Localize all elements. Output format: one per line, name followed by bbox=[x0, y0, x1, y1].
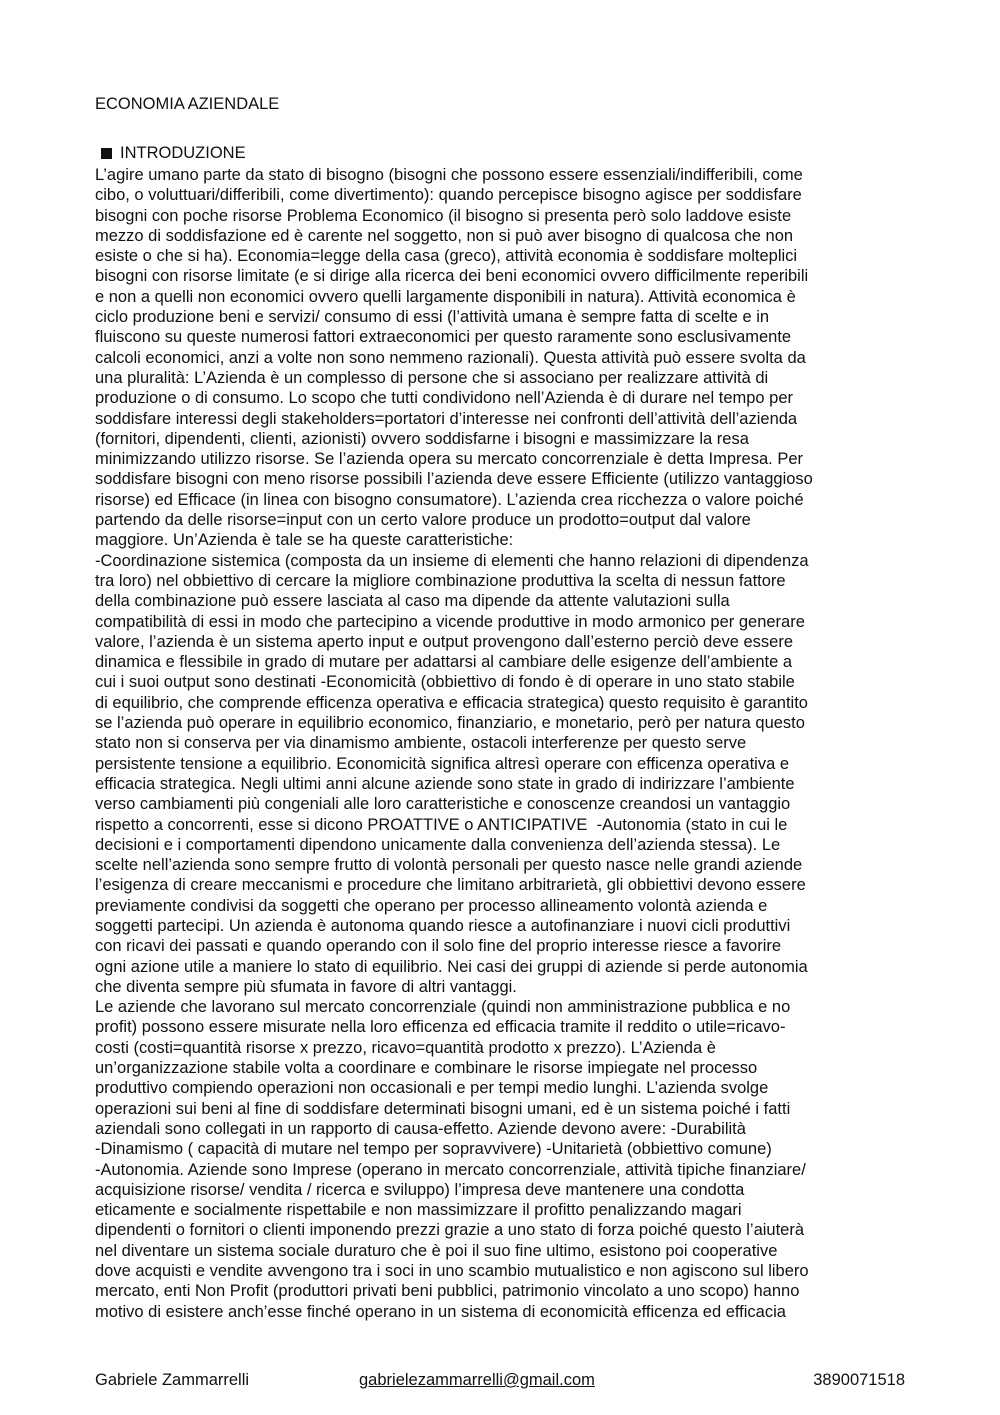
footer-email-link[interactable]: gabrielezammarrelli@gmail.com bbox=[359, 1371, 595, 1389]
body-line: che diventa sempre più sfumata in favore di altri vantaggi. bbox=[95, 977, 517, 996]
body-line: costi (costi=quantità risorse x prezzo, ricavo=quantità prodotto x prezzo). L’Azienda è bbox=[95, 1038, 716, 1057]
body-line: efficacia strategica. Negli ultimi anni alcune aziende sono state in grado di indirizzare l’ambiente bbox=[95, 774, 795, 793]
body-line: L’agire umano parte da stato di bisogno (bisogni che possono essere essenziali/indifferibili, come bbox=[95, 166, 803, 184]
body-line: mercato, enti Non Profit (produttori privati beni pubblici, patrimonio vincolato a uno scopo) hanno bbox=[95, 1282, 800, 1301]
body-line: valore, l’azienda è un sistema aperto input e output provengono dall’esterno perciò deve essere bbox=[95, 632, 794, 651]
body-line: dove acquisti e vendite avvengono tra i soci in uno scambio mutualistico e non agiscono sul libero bbox=[95, 1262, 809, 1281]
body-line: aziendali sono collegati in un rapporto di causa-effetto. Aziende devono avere: -Durabilità bbox=[95, 1119, 746, 1138]
body-line: esiste o che si ha). Economia=legge della casa (greco), attività economia è soddisfare molteplici bbox=[95, 247, 798, 266]
body-line: previamente condivisi da soggetti che operano per processo allineamento volontà azienda e bbox=[95, 896, 768, 915]
body-line: -Dinamismo ( capacità di mutare nel tempo per sopravvivere) -Unitarietà (obbiettivo comune) bbox=[95, 1140, 772, 1159]
body-line: con ricavi dei passati e quando operando con il solo fine del proprio interesse riesce a favorire bbox=[95, 937, 782, 956]
body-line: eticamente e socialmente rispettabile e non massimizzare il profitto penalizzando magari bbox=[95, 1201, 742, 1220]
footer-phone-number: 3890071518 bbox=[813, 1371, 905, 1389]
body-line: fluiscono su queste numerosi fattori extraeconomici per questo raramente sono esclusivamente bbox=[95, 328, 792, 347]
body-line: soggetti partecipi. Un azienda è autonoma quando riesce a autofinanziare i nuovi cicli produttivi bbox=[95, 916, 791, 935]
body-line: mezzo di soddisfazione ed è carente nel soggetto, non si può aver bisogno di qualcosa che non bbox=[95, 226, 794, 245]
body-line: -Autonomia. Aziende sono Imprese (operano in mercato concorrenziale, attività tipiche finanziare/ bbox=[95, 1160, 806, 1179]
body-line: compatibilità di essi in modo che partecipino a vicende produttive in modo armonico per generare bbox=[95, 612, 805, 631]
body-line: di equilibrio, che comprende efficenza operativa e efficacia strategica) questo requisito è garantito bbox=[95, 693, 808, 712]
body-line: l’esigenza di creare meccanismi e procedure che limitano arbitrarietà, gli obbiettivi devono essere bbox=[95, 876, 806, 895]
square-bullet-icon bbox=[101, 148, 112, 159]
body-line: (fornitori, dipendenti, clienti, azionisti) ovvero soddisfarne i bisogni e massimizzare la resa bbox=[95, 429, 749, 448]
body-line: persistente tensione a equilibrio. Economicità significa altresì operare con efficenza operativa e bbox=[95, 754, 790, 773]
body-line: verso cambiamenti più congeniali alle loro caratteristiche e conoscenze creandosi un vantaggio bbox=[95, 795, 791, 814]
body-line: ciclo produzione beni e servizi/ consumo di essi (l’attività umana è sempre fatta di scelte e in bbox=[95, 308, 770, 327]
body-line: -Coordinazione sistemica (composta da un insieme di elementi che hanno relazioni di dipendenza bbox=[95, 551, 809, 570]
body-line: bisogni con risorse limitate (e si dirige alla ricerca dei beni economici ovvero difficilmente reperibili bbox=[95, 267, 809, 286]
body-line: decisioni e i comportamenti dipendono unicamente dalla convenienza dell’azienda stessa). Le bbox=[95, 835, 781, 854]
body-line: cibo, o voluttuari/differibili, come divertimento): quando percepisce bisogno agisce per soddisfare bbox=[95, 186, 802, 205]
body-line: profit) possono essere misurate nella loro efficenza ed efficacia tramite il reddito o utile=ricavo- bbox=[95, 1018, 786, 1037]
body-line: produzione o di consumo. Lo scopo che tutti condividono nell’Azienda è di durare nel tempo per bbox=[95, 389, 794, 408]
body-line: stato non si conserva per via dinamismo ambiente, ostacoli interferenze per questo serve bbox=[95, 734, 747, 753]
section-heading-label: INTRODUZIONE bbox=[120, 144, 246, 162]
body-line: minimizzando utilizzo risorse. Se l’azienda opera su mercato concorrenziale è detta Impresa. Per bbox=[95, 450, 803, 469]
body-line: produttivo compiendo operazioni non occasionali e per tempi medio lunghi. L’azienda svolge bbox=[95, 1079, 769, 1098]
body-line: soddisfare interessi degli stakeholders=portatori d’interesse nei confronti dell’attività dell’azienda bbox=[95, 409, 798, 428]
body-line: maggiore. Un’Azienda è tale se ha queste caratteristiche: bbox=[95, 531, 514, 550]
document-title: ECONOMIA AZIENDALE bbox=[95, 95, 280, 113]
page-footer bbox=[95, 1368, 905, 1392]
body-line: acquisizione risorse/ vendita / ricerca e sviluppo) l’impresa deve mantenere una condotta bbox=[95, 1180, 745, 1199]
body-line: soddisfare bisogni con meno risorse possibili l’azienda deve essere Efficiente (utilizzo vantaggioso bbox=[95, 470, 813, 489]
body-line: scelte nell’azienda sono sempre frutto di volontà personali per questo nasce nelle grandi aziende bbox=[95, 856, 803, 875]
body-line: calcoli economici, anzi a volte non sono nemmeno razionali). Questa attività può essere svolta da bbox=[95, 348, 806, 367]
body-line: risorse) ed Efficace (in linea con bisogno consumatore). L’azienda crea ricchezza o valore poiché bbox=[95, 490, 804, 509]
body-line: operazioni sui beni al fine di soddisfare determinati bisogni umani, ed è un sistema poiché i fatti bbox=[95, 1099, 791, 1118]
body-line: motivo di esistere anch’esse finché operano in un sistema di economicità efficenza ed efficacia bbox=[95, 1302, 786, 1321]
body-line: partendo da delle risorse=input con un certo valore produce un prodotto=output dal valore bbox=[95, 511, 751, 530]
body-line: cui i suoi output sono destinati -Economicità (obbiettivo di fondo è di operare in uno stato stabile bbox=[95, 673, 795, 692]
body-line: un’organizzazione stabile volta a coordinare e combinare le risorse impiegate nel processo bbox=[95, 1059, 758, 1078]
body-line: Le aziende che lavorano sul mercato concorrenziale (quindi non amministrazione pubblica e no bbox=[95, 998, 791, 1017]
body-line: ogni azione utile a maniere lo stato di equilibrio. Nei casi dei gruppi di aziende si perde autonomia bbox=[95, 957, 808, 976]
body-line: dinamica e flessibile in grado di mutare per adattarsi al cambiare delle esigenze dell’ambiente a bbox=[95, 653, 793, 672]
body-line: tra loro) nel obbiettivo di cercare la migliore combinazione produttiva la scelta di nessun fattore bbox=[95, 571, 786, 590]
section-heading bbox=[101, 143, 246, 163]
body-line: una pluralità: L’Azienda è un complesso di persone che si associano per realizzare attività di bbox=[95, 368, 769, 387]
body-line: se l’azienda può operare in equilibrio economico, finanziario, e monetario, però per natura questo bbox=[95, 714, 805, 733]
body-line: e non a quelli non economici ovvero quelli largamente disponibili in natura). Attività economica è bbox=[95, 287, 796, 306]
footer-author-name: Gabriele Zammarrelli bbox=[95, 1371, 250, 1389]
body-text bbox=[95, 165, 915, 1322]
body-line: bisogni con poche risorse Problema Economico (il bisogno si presenta però solo laddove esiste bbox=[95, 206, 792, 225]
body-line: rispetto a concorrenti, esse si dicono PROATTIVE o ANTICIPATIVE -Autonomia (stato in cui le bbox=[95, 815, 788, 834]
body-line: della combinazione può essere lasciata al caso ma dipende da attente valutazioni sulla bbox=[95, 592, 730, 611]
body-line: dipendenti o fornitori o clienti imponendo prezzi grazie a uno stato di forza poiché questo l’aiuterà bbox=[95, 1221, 805, 1240]
body-line: nel diventare un sistema sociale duraturo che è poi il suo fine ultimo, esistono poi cooperative bbox=[95, 1241, 778, 1260]
